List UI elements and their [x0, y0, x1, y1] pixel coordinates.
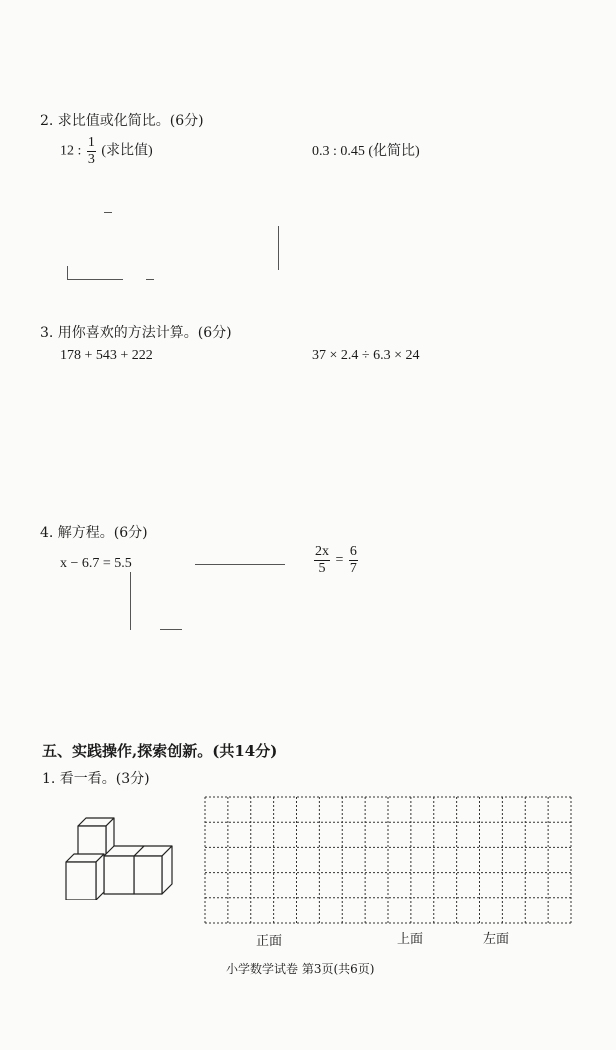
q4-right-equals: = [335, 552, 344, 568]
view-label-top: 上面 [397, 932, 424, 947]
view-label-front: 正面 [256, 934, 283, 949]
q3-title: 3. 用你喜欢的方法计算。(6分) [40, 325, 232, 341]
cube-figure [60, 814, 184, 900]
q3-left-expression: 178 + 543 + 222 [60, 348, 153, 363]
q4-title: 4. 解方程。(6分) [40, 525, 148, 541]
q4-right-fraction-right [349, 545, 358, 576]
q2-left-note: (求比值) [101, 143, 153, 159]
scan-mark [195, 564, 285, 565]
scan-mark [146, 279, 154, 280]
q2-right-note: (化简比) [368, 144, 420, 159]
scan-mark [160, 629, 182, 630]
section5-title: 五、实践操作,探索创新。(共14分) [42, 742, 278, 760]
q2-left-fraction [87, 136, 96, 167]
q4-right-denominator-2: 7 [349, 561, 357, 576]
q4-right-equation [312, 545, 360, 576]
scan-mark [130, 572, 131, 630]
cube-face [78, 826, 106, 856]
view-label-left: 左面 [483, 932, 510, 947]
q2-left-expression [60, 136, 153, 167]
page-footer: 小学数学试卷 第3页(共6页) [226, 962, 375, 976]
scan-mark [104, 212, 112, 213]
q2-right-expression [312, 140, 420, 160]
q2-left-sep: : [77, 143, 82, 159]
scan-mark [278, 226, 279, 270]
q4-right-fraction-left [314, 545, 330, 576]
cube-face [66, 862, 96, 900]
q2-title: 2. 求比值或化简比。(6分) [40, 113, 204, 129]
q4-right-denominator: 5 [318, 561, 326, 576]
q2-right-expr: 0.3 : 0.45 [312, 144, 365, 159]
section5-q1-title: 1. 看一看。(3分) [42, 771, 150, 787]
q4-left-equation: x − 6.7 = 5.5 [60, 556, 132, 571]
q2-left-whole: 12 [60, 143, 74, 159]
q2-left-denominator: 3 [87, 152, 95, 167]
q4-right-numerator: 2x [315, 544, 329, 559]
q2-left-numerator: 1 [87, 135, 95, 150]
q3-right-expression: 37 × 2.4 ÷ 6.3 × 24 [312, 348, 420, 363]
scan-mark [67, 266, 68, 280]
cube-face [134, 856, 162, 894]
cube-face [96, 854, 104, 900]
q4-right-numerator-2: 6 [349, 544, 357, 559]
scan-mark [67, 279, 123, 280]
cube-face [104, 856, 134, 894]
drawing-grid[interactable] [203, 795, 573, 925]
